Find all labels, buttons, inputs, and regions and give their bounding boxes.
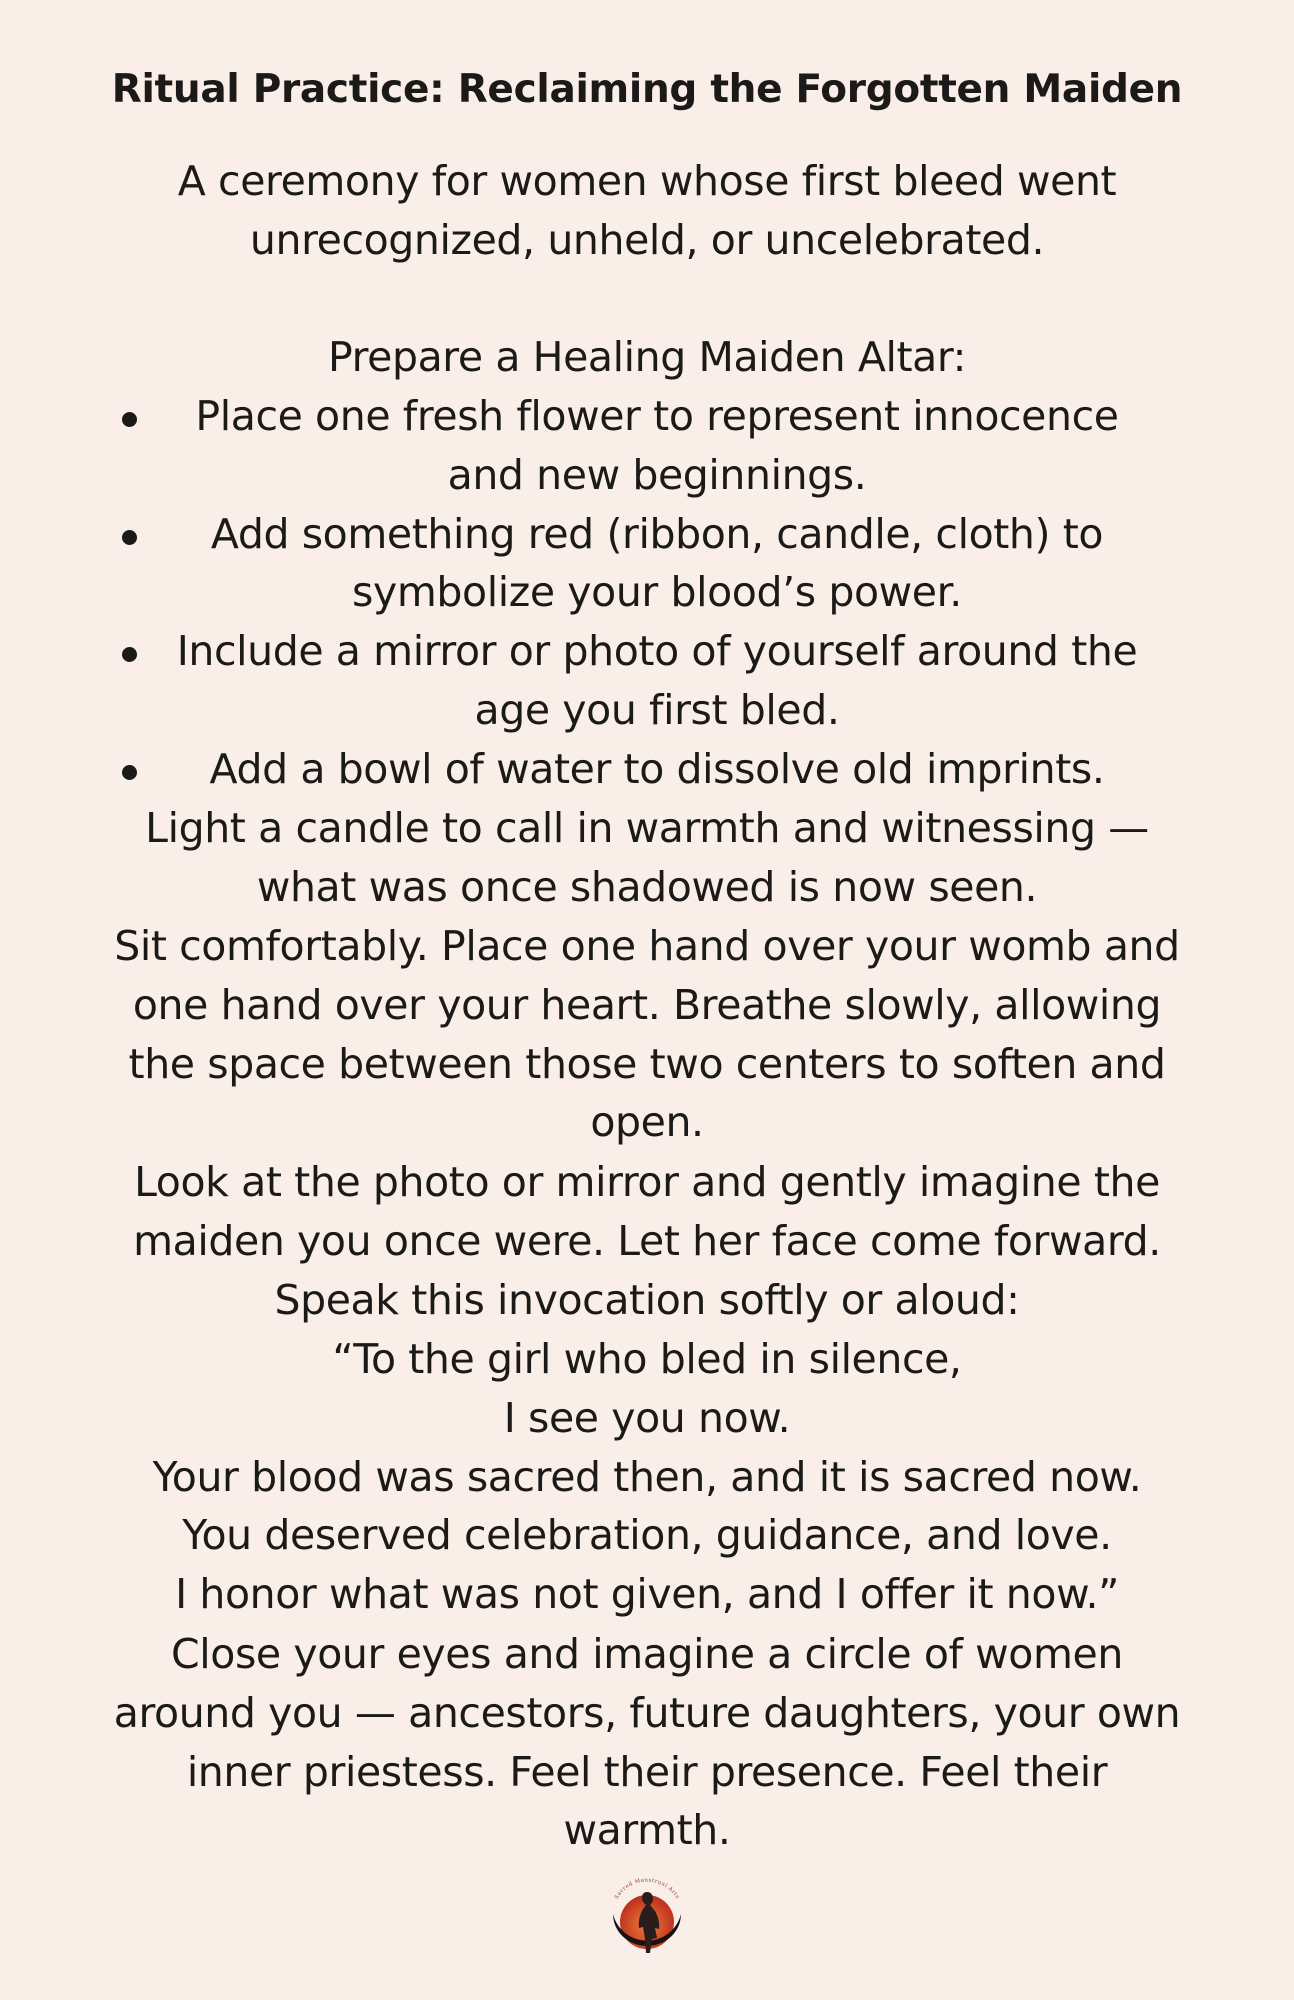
imagine-paragraph: Look at the photo or mirror and gently imagine the maiden you once were. Let her face come forward. bbox=[133, 1158, 1161, 1265]
list-item-text: Add something red (ribbon, candle, cloth) to symbolize your blood’s power. bbox=[210, 509, 1104, 617]
bullet-icon bbox=[122, 530, 137, 545]
list-item-text: Place one fresh flower to represent innocence and new beginnings. bbox=[195, 392, 1119, 499]
altar-list bbox=[0, 387, 1294, 799]
page-title: Ritual Practice: Reclaiming the Forgotten Maiden bbox=[111, 67, 1183, 113]
list-item bbox=[0, 740, 1294, 799]
list-item-text: Add a bowl of water to dissolve old imprints. bbox=[209, 744, 1105, 793]
logo-arc-text: Sacred Menstrual Arts bbox=[613, 1877, 681, 1901]
bullet-icon bbox=[122, 412, 137, 427]
candle-paragraph: Light a candle to call in warmth and witnessing — what was once shadowed is now seen. bbox=[145, 804, 1149, 911]
moon-woman-logo-icon bbox=[599, 1870, 695, 1966]
closing-paragraph: Close your eyes and imagine a circle of women around you — ancestors, future daughters, your own inner priestess. Feel their presence. Feel their warmth. bbox=[113, 1630, 1181, 1855]
list-item bbox=[0, 505, 1294, 623]
subtitle: A ceremony for women whose first bleed went unrecognized, unheld, or uncelebrated. bbox=[177, 157, 1117, 264]
invocation-intro: Speak this invocation softly or aloud: bbox=[274, 1276, 1020, 1324]
list-item-text: Include a mirror or photo of yourself around the age you first bled. bbox=[176, 627, 1138, 734]
bullet-icon bbox=[122, 765, 137, 780]
bullet-icon bbox=[122, 647, 137, 662]
list-item bbox=[0, 622, 1294, 740]
breathing-paragraph: Sit comfortably. Place one hand over your womb and one hand over your heart. Breathe slowly, allowing the space between those two centers to soften and open. bbox=[114, 922, 1180, 1147]
invocation-quote: “To the girl who bled in silence, I see you now. Your blood was sacred then, and it is sacred now. You deserved celebration, guidance, and love. I honor what was not given, and I offer it now.” bbox=[152, 1335, 1142, 1619]
altar-heading: Prepare a Healing Maiden Altar: bbox=[327, 333, 967, 381]
list-item bbox=[0, 387, 1294, 505]
